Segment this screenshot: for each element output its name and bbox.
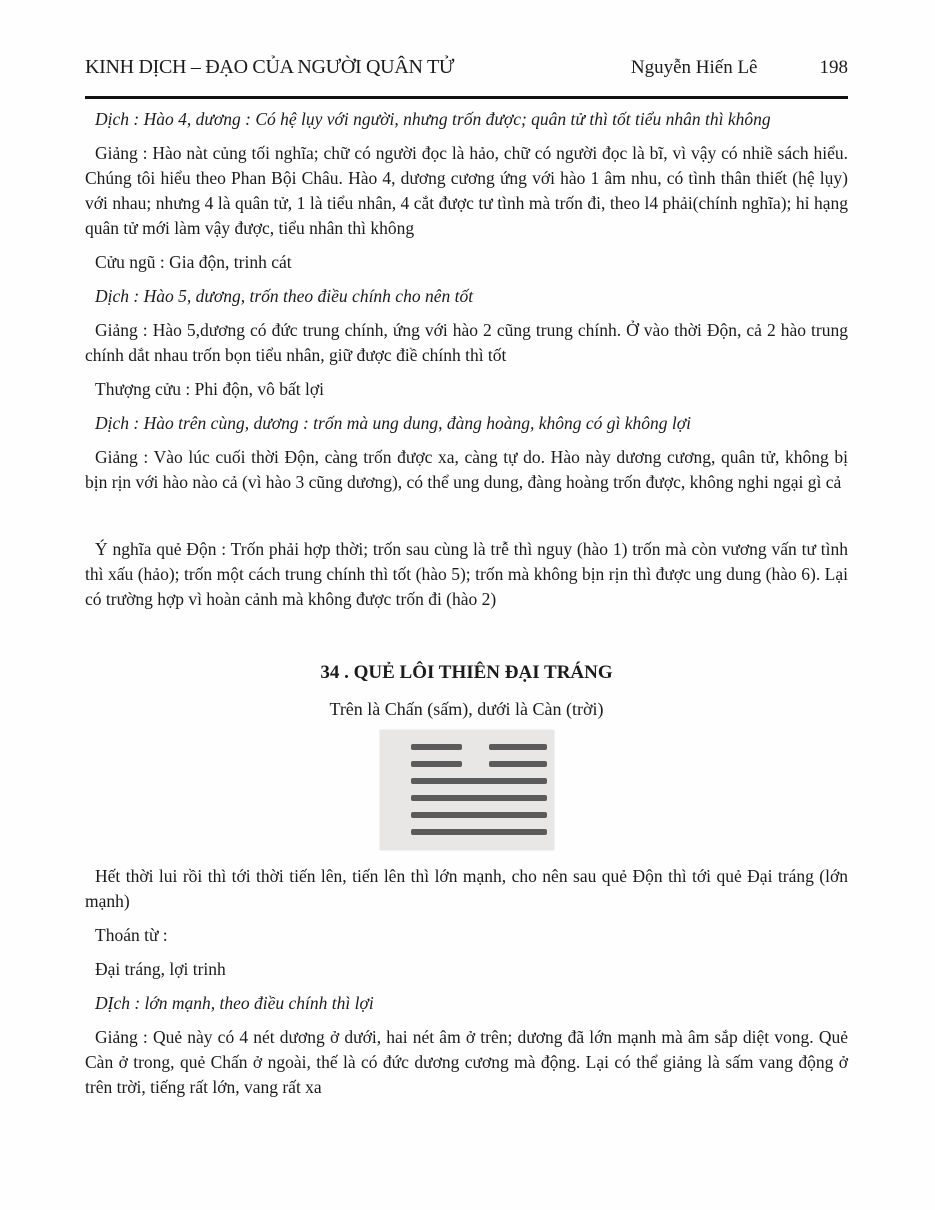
section-subtitle: Trên là Chấn (sấm), dưới là Càn (trời) xyxy=(329,699,604,719)
dich-hao-5: Dịch : Hào 5, dương, trốn theo điều chính cho nên tốt xyxy=(95,286,474,306)
page-number: 198 xyxy=(819,57,848,78)
hexagram-line-solid xyxy=(411,829,547,835)
section-heading-34: 34 . QUẺ LÔI THIÊN ĐẠI TRÁNG xyxy=(320,662,613,683)
giang-hao-4: Giảng : Hào nàt củng tối nghĩa; chữ có người đọc là hảo, chữ có người đọc là bĩ, vì vậy có nhiề sách hiểu. Chúng tôi hiểu theo Phan Bội Châu. Hào 4, dương cương ứng với hào 1 âm nhu, có tình thân thiết (hệ lụy) với nhau; nhưng 4 là quân tử, 1 là tiểu nhân, 4 cắt được tư tình mà trốn đi, theo l4 phải(chính nghĩa); hỉ hạng quân tử mới làm vậy được, tiểu nhân thì không xyxy=(85,143,848,238)
cuu-ngu-line: Cửu ngũ : Gia độn, trinh cát xyxy=(95,252,292,272)
header-divider xyxy=(85,96,848,99)
hexagram-line-solid xyxy=(411,795,547,801)
book-title: KINH DỊCH – ĐẠO CỦA NGƯỜI QUÂN TỬ xyxy=(85,56,455,78)
giang-hao-6: Giảng : Vào lúc cuối thời Độn, càng trốn được xa, càng tự do. Hào này dương cương, quân tử, không bị bịn rịn với hào nào cả (vì hào 3 cũng dương), có thể ung dung, đàng hoàng trốn được, không nghi ngại gì cả xyxy=(85,447,848,492)
hexagram-line-broken xyxy=(411,761,547,767)
giang-hao-5: Giảng : Hào 5,dương có đức trung chính, ứng với hào 2 cũng trung chính. Ở vào thời Độn, cả 2 hào trung chính dắt nhau trốn bọn tiểu nhân, giữ được điề chính thì tốt xyxy=(85,320,848,365)
header-right xyxy=(631,55,848,80)
hexagram-line-solid xyxy=(411,812,547,818)
hexagram-line-broken xyxy=(411,744,547,750)
page-header xyxy=(85,55,848,80)
dich-hao-4: Dịch : Hào 4, dương : Có hệ lụy với người, nhưng trốn được; quân tử thì tốt tiểu nhân thì không xyxy=(95,109,771,129)
dai-trang-intro: Hết thời lui rồi thì tới thời tiến lên, tiến lên thì lớn mạnh, cho nên sau quẻ Độn thì tới quẻ Đại tráng (lớn mạnh) xyxy=(85,866,848,911)
y-nghia-que-don: Ý nghĩa quẻ Độn : Trốn phải hợp thời; trốn sau cùng là trễ thì nguy (hào 1) trốn mà còn vương vấn tư tình thì xấu (hảo); trốn một cách trung chính thì tốt (hào 5); trốn mà không bịn rịn thì được ung dung (hào 6). Lại có trường hợp vì hoàn cảnh mà không được trốn đi (hào 2) xyxy=(85,539,848,609)
thoan-tu-text: Đại tráng, lợi trinh xyxy=(95,959,226,979)
hexagram-figure xyxy=(380,730,554,850)
thuong-cuu-line: Thượng cửu : Phi độn, vô bất lợi xyxy=(95,379,324,399)
thoan-tu-label: Thoán từ : xyxy=(95,925,168,945)
dich-hao-6: Dịch : Hào trên cùng, dương : trốn mà ung dung, đàng hoàng, không có gì không lợi xyxy=(95,413,691,433)
author-name: Nguyễn Hiến Lê xyxy=(630,57,758,78)
dich-dai-trang: DỊch : lớn mạnh, theo điều chính thì lợi xyxy=(95,993,374,1013)
hexagram-line-solid xyxy=(411,778,547,784)
giang-dai-trang: Giảng : Quẻ này có 4 nét dương ở dưới, hai nét âm ở trên; dương đã lớn mạnh mà âm sắp diệt vong. Quẻ Càn ở trong, quẻ Chấn ở ngoài, thế là có đức dương cương mà động. Lại có thể giảng là sấm vang động ở trên trời, tiếng rất lớn, vang rất xa xyxy=(85,1027,848,1097)
